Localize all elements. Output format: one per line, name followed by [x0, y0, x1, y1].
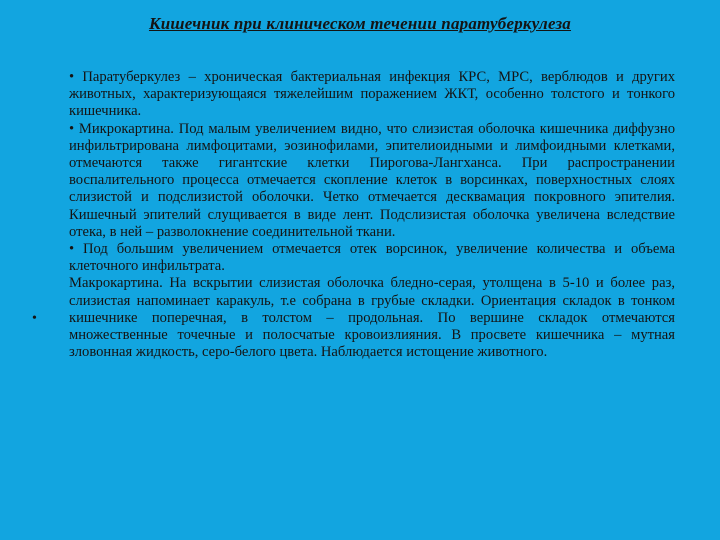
- paragraph-high-magnification: • Под большим увеличением отмечается отек ворсинок, увеличение количества и объема клеточного инфильтрата.: [69, 241, 675, 275]
- paragraph-macroscopy: Макрокартина. На вскрытии слизистая оболочка бледно-серая, утолщена в 5-10 и более раз, слизистая напоминает каракуль, т.е собрана в грубые складки. Ориентация складок в тонком кишечнике поперечная, в толстом – продольная. По вершине складок отмечаются множественные точечные и полосчатые кровоизлияния. В просвете кишечника – мутная зловонная жидкость, серо-белого цвета. Наблюдается истощение животного.: [69, 275, 675, 361]
- bullet-marker: •: [32, 311, 37, 326]
- slide-body: [69, 69, 675, 361]
- paragraph-definition: • Паратуберкулез – хроническая бактериальная инфекция КРС, МРС, верблюдов и других животных, характеризующаяся тяжелейшим поражением ЖКТ, особенно толстого и тонкого кишечника.: [69, 69, 675, 120]
- slide-title: Кишечник при клиническом течении паратуберкулеза: [148, 14, 572, 33]
- paragraph-microscopy: • Микрокартина. Под малым увеличением видно, что слизистая оболочка кишечника диффузно инфильтрирована лимфоцитами, эозинофилами, эпителиоидными и лимфоидными клетками, отмечаются также гигантские клетки Пирогова-Лангханса. При распространении воспалительного процесса отмечается скопление клеток в ворсинках, поверхностных слоях слизистой и подслизистой оболочки. Четко отмечается десквамация покровного эпителия. Кишечный эпителий слущивается в виде лент. Подслизистая оболочка увеличена вследствие отека, в ней – разволокнение соединительной ткани.: [69, 120, 675, 240]
